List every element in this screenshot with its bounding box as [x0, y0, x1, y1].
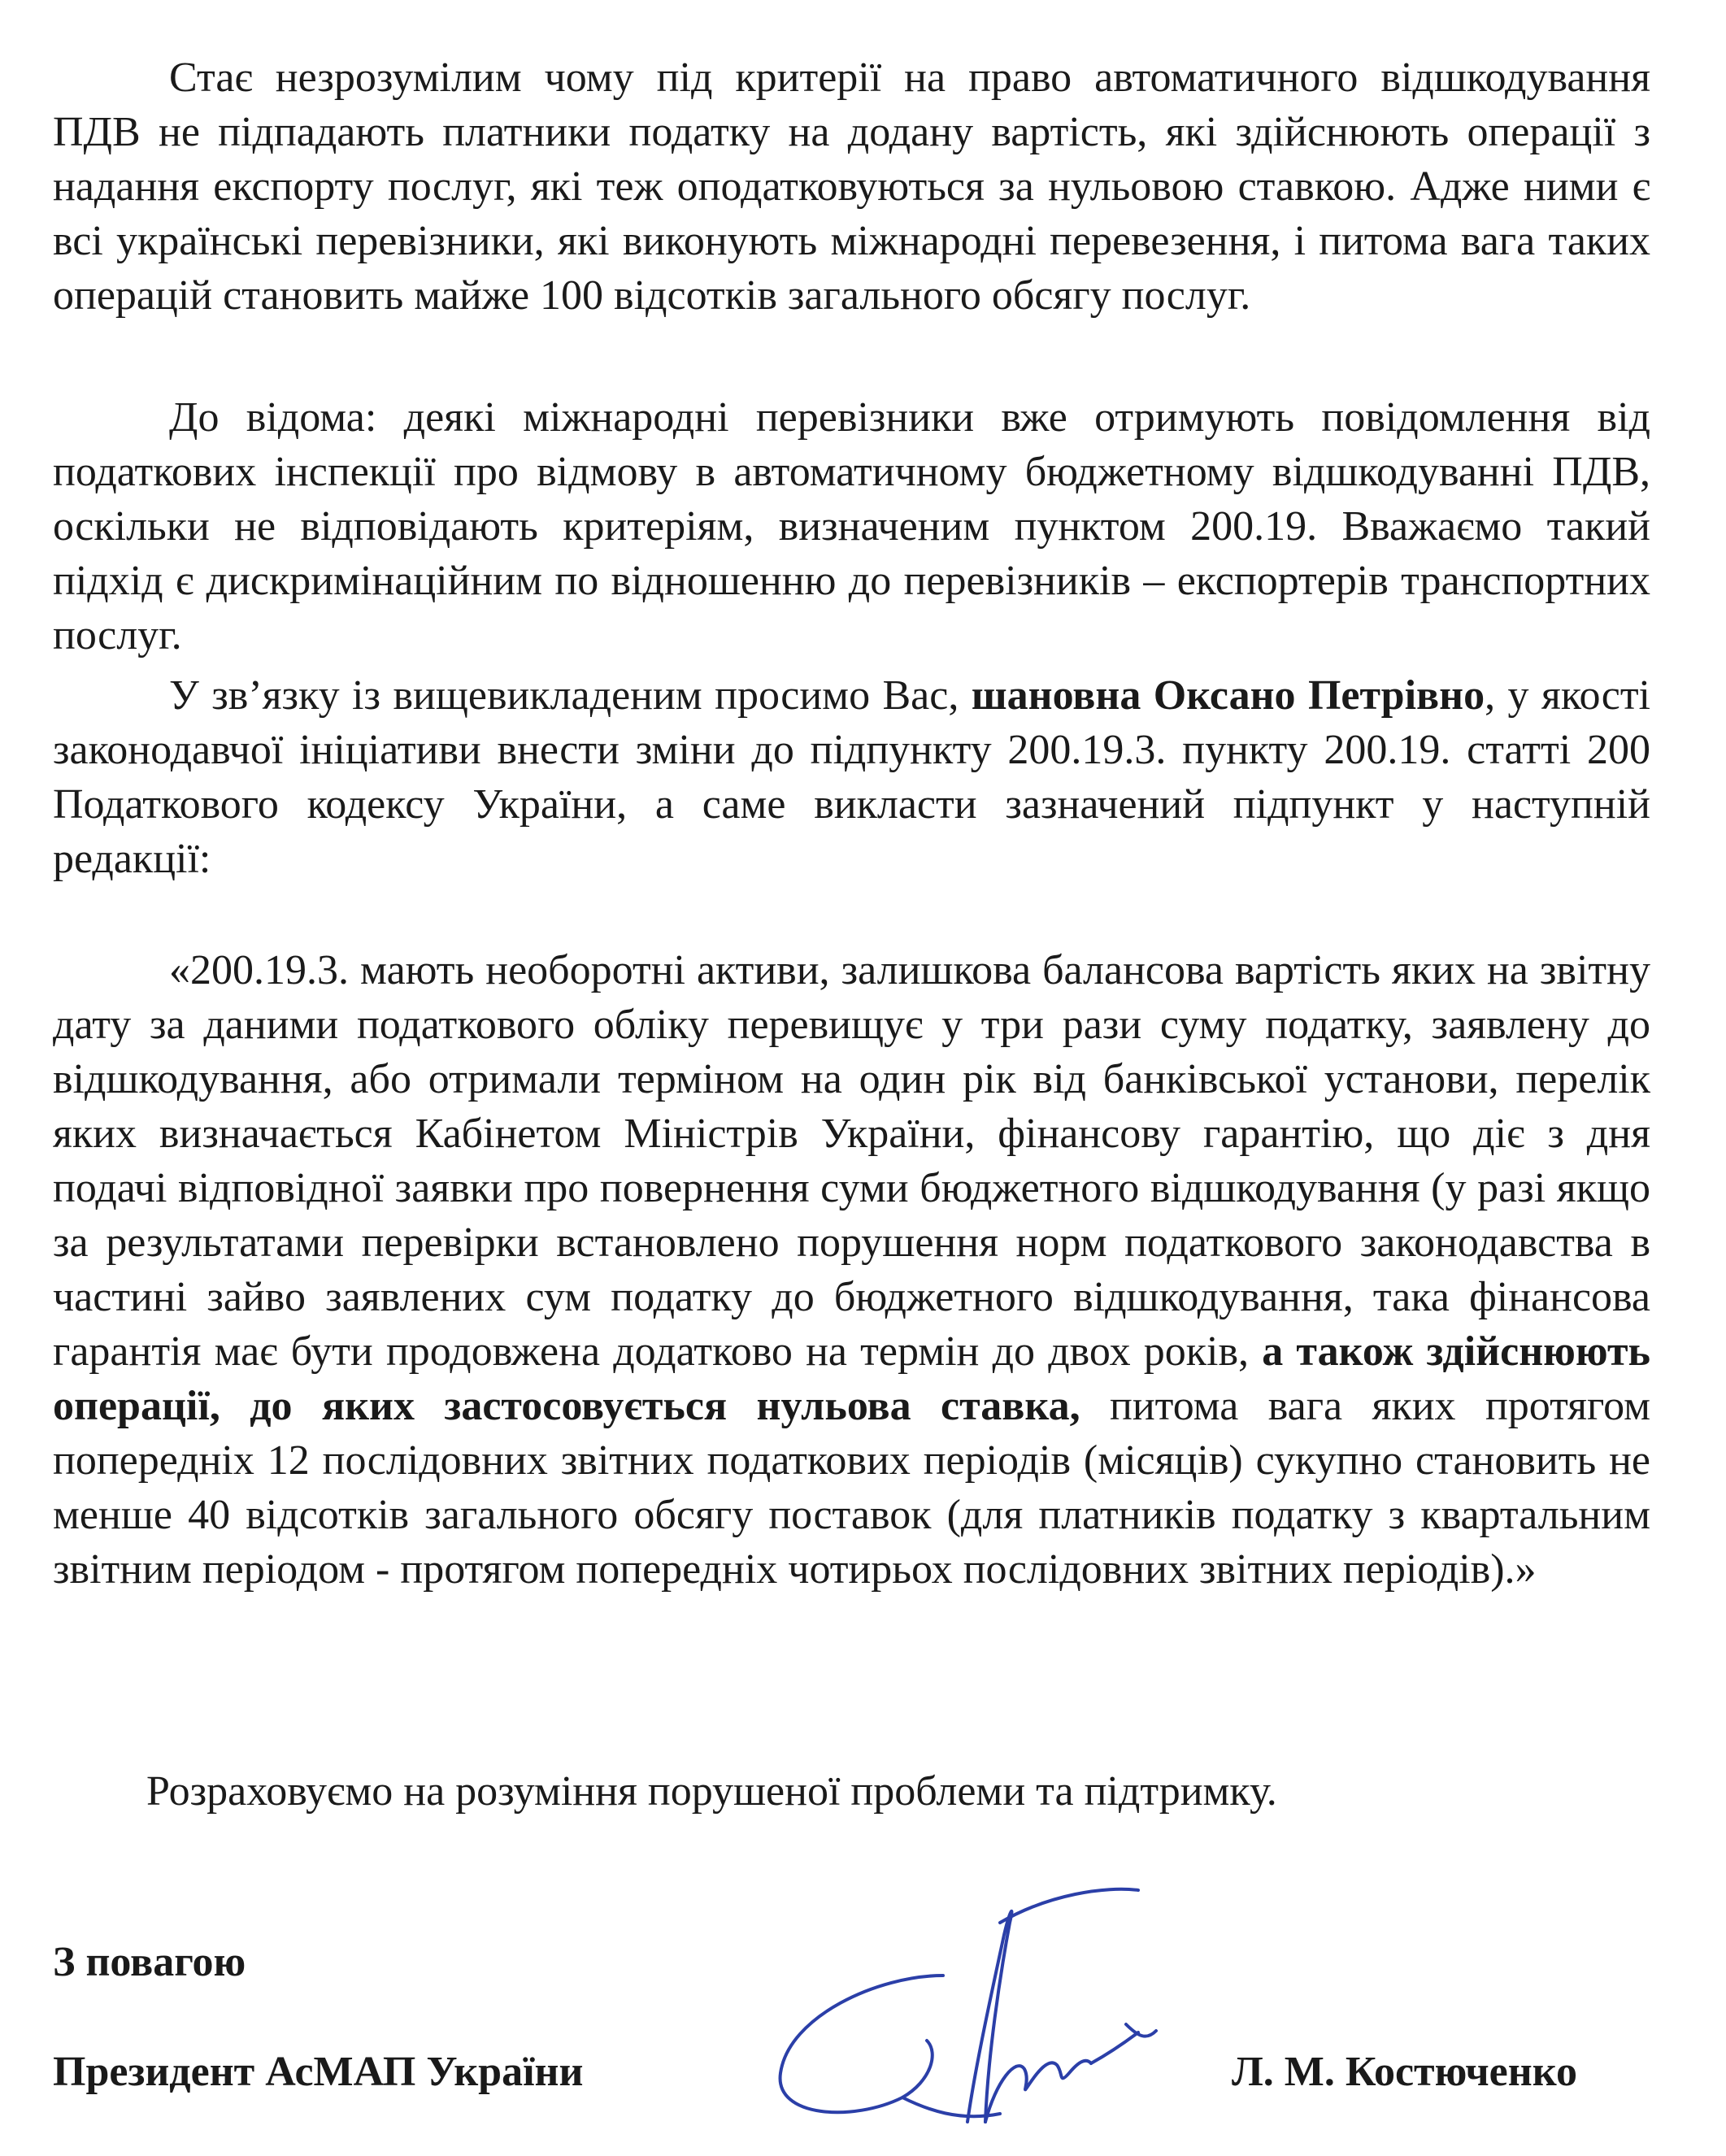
request-rest: , у якості законодавчої ініціативи внести зміни до підпункту 200.19.3. пункту 200.19. статті 200 Податкового кодексу України, а саме викласти зазначений підпункт у наступній редакції: — [53, 672, 1650, 882]
paragraph-proposed-text — [53, 943, 1650, 1597]
addressee-name: шановна Оксано Петрівно — [971, 672, 1485, 719]
proposed-text-bold: а також здійснюють операції, до яких застосовується нульова ставка, — [53, 1328, 1650, 1429]
proposed-text-start: «200.19.3. мають необоротні активи, залишкова балансова вартість яких на звітну дату за даними податкового обліку перевищує у три рази суму податку, заявлену до відшкодування, або отримали терміном на один рік від банківської установи, перелік яких визначається Кабінетом Міністрів України, фінансову гарантію, що діє з дня подачі відповідної заявки про повернення суми бюджетного відшкодування (у разі якщо за результатами перевірки встановлено порушення норм податкового законодавства в частині зайво заявлених сум податку до бюджетного відшкодування, така фінансова гарантія має бути продовжена додатково на термін до двох років, — [53, 947, 1650, 1375]
signer-position: Президент АсМАП України — [53, 2049, 584, 2095]
request-intro: У зв’язку із вищевикладеним просимо Вас, — [169, 672, 972, 719]
paragraph-vat-criteria: Стає незрозумілим чому під критерії на право автоматичного відшкодування ПДВ не підпадають платники податку на додану вартість, які здійснюють операції з надання експорту послуг, які теж оподатковуються за нульовою ставкою. Адже ними є всі українські перевізники, які виконують міжнародні перевезення, і питома вага таких операцій становить майже 100 відсотків загального обсягу послуг. — [53, 54, 1650, 319]
paragraph-tax-notices: До відома: деякі міжнародні перевізники вже отримують повідомлення від податкових інспекції про відмову в автоматичному бюджетному відшкодуванні ПДВ, оскільки не відповідають критеріям, визначеним пунктом 200.19. Вважаємо такий підхід є дискримінаційним по відношенню до перевізників – експортерів транспортних послуг. — [53, 394, 1650, 659]
regards: З повагою — [53, 1939, 246, 1985]
signer-name: Л. М. Костюченко — [1232, 2049, 1577, 2095]
paragraph-request — [53, 668, 1650, 886]
handwritten-signature — [756, 1878, 1211, 2154]
closing-line: Розраховуємо на розуміння порушеної проблеми та підтримку. — [146, 1768, 1277, 1815]
proposed-text-end: питома вага яких протягом попередніх 12 послідовних звітних податкових періодів (місяців) сукупно становить не менше 40 відсотків загального обсягу поставок (для платників податку з квартальним звітним періодом - протягом попередніх чотирьох послідовних звітних періодів).» — [53, 1383, 1651, 1593]
